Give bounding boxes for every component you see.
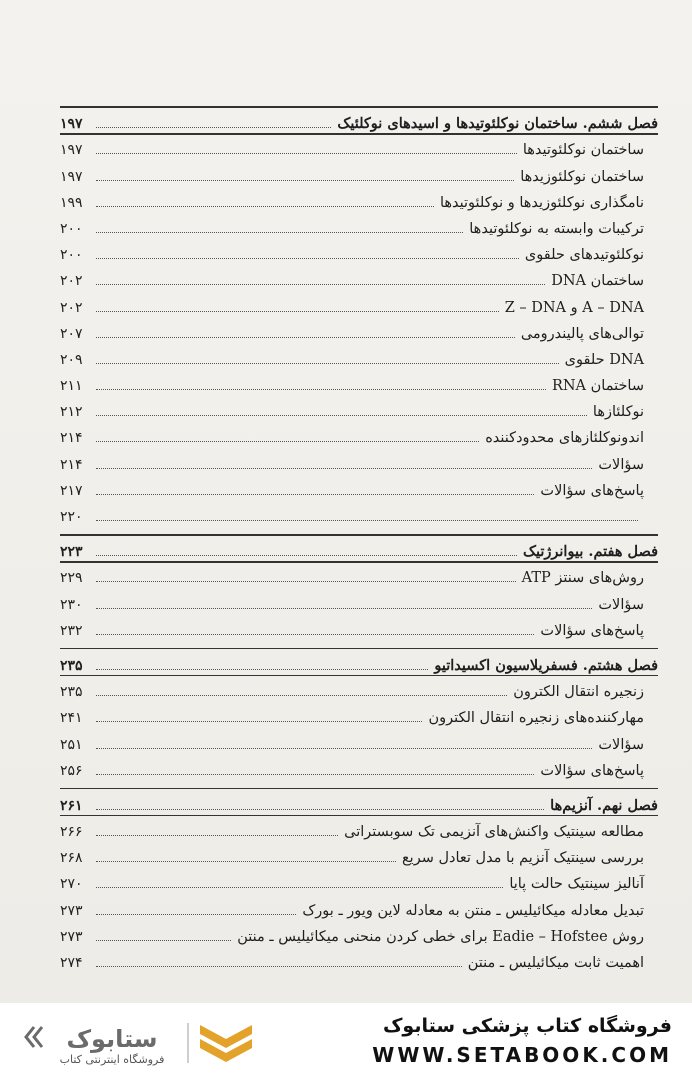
page-number: ۲۳۰ [60, 596, 83, 613]
logo-wordmark: ستابوک [66, 1025, 158, 1053]
toc-chapter [60, 108, 658, 527]
page-number: ۲۳۲ [60, 622, 83, 639]
entry-label: مطالعه سینتیک واکنش‌های آنزیمی تک سوبستراتی [344, 824, 644, 841]
page-number: ۲۲۳ [60, 544, 83, 561]
toc-entry[interactable] [60, 265, 658, 291]
toc-entry[interactable] [60, 842, 658, 868]
entry-label: روش‌های سنتز ATP [521, 570, 644, 587]
toc-entry[interactable] [60, 344, 658, 370]
double-chevron-icon [26, 1027, 42, 1047]
entry-label: آنالیز سینتیک حالت پایا [509, 876, 644, 893]
dot-leader [96, 634, 534, 635]
toc-entry[interactable] [60, 501, 658, 527]
chapter-heading[interactable] [60, 108, 658, 134]
toc-chapter [60, 650, 658, 781]
page-number: ۲۱۷ [60, 482, 83, 499]
entry-label: نامگذاری نوکلئوزیدها و نوکلئوتیدها [439, 194, 644, 211]
dot-leader [96, 127, 331, 128]
page-number: ۱۹۹ [60, 194, 83, 211]
dot-leader [96, 337, 515, 338]
entry-label: تبدیل معادله میکائیلیس ـ منتن به معادله لاین ویور ـ بورک [302, 902, 644, 919]
entry-label: ساختمان RNA [551, 378, 644, 395]
dot-leader [96, 415, 587, 416]
toc-entry[interactable] [60, 816, 658, 842]
entry-label: پاسخ‌های سؤالات [540, 482, 644, 499]
dot-leader [96, 748, 592, 749]
entry-label: بررسی سینتیک آنزیم با مدل تعادل سریع [401, 850, 644, 867]
chapter-heading[interactable] [60, 650, 658, 676]
toc-entry[interactable] [60, 475, 658, 501]
entry-label: پاسخ‌های سؤالات [540, 622, 644, 639]
entry-label: DNA حلقوی [564, 351, 644, 368]
dot-leader [96, 608, 592, 609]
toc-entry[interactable] [60, 370, 658, 396]
toc-entry[interactable] [60, 160, 658, 186]
toc-entry[interactable] [60, 448, 658, 474]
dot-leader [96, 774, 534, 775]
toc-entry[interactable] [60, 676, 658, 702]
entry-label: سؤالات [598, 736, 644, 753]
chapter-title-rule [60, 815, 658, 817]
dot-leader [96, 180, 514, 181]
toc-entry[interactable] [60, 213, 658, 239]
page-number: ۱۹۷ [60, 142, 83, 159]
chapter-heading[interactable] [60, 536, 658, 562]
entry-label: ساختمان DNA [551, 273, 644, 290]
page-number: ۲۱۱ [60, 378, 83, 395]
entry-label: A – DNA و Z – DNA [504, 299, 644, 316]
dot-leader [96, 835, 338, 836]
page-number: ۲۰۲ [60, 299, 83, 316]
website-link[interactable]: WWW.SETABOOK.COM [372, 1043, 672, 1067]
dot-leader [96, 809, 544, 810]
entry-label: روش Eadie – Hofstee برای خطی کردن منحنی میکائیلیس ـ منتن [237, 928, 644, 945]
entry-label: پاسخ‌های سؤالات [540, 762, 644, 779]
toc-entry[interactable] [60, 755, 658, 781]
entry-label: سؤالات [598, 596, 644, 613]
dot-leader [96, 669, 428, 670]
toc-entry[interactable] [60, 921, 658, 947]
page-number: ۲۱۴ [60, 456, 83, 473]
page-number: ۲۰۷ [60, 325, 83, 342]
chapter-title-rule [60, 675, 658, 677]
toc-entry[interactable] [60, 868, 658, 894]
store-info [372, 1015, 672, 1067]
page-number: ۲۷۳ [60, 928, 83, 945]
dot-leader [96, 258, 519, 259]
toc-chapter [60, 536, 658, 641]
dot-leader [96, 581, 516, 582]
toc-entry[interactable] [60, 396, 658, 422]
dot-leader [96, 520, 638, 521]
page-number: ۲۳۵ [60, 684, 83, 701]
entry-label: زنجیره انتقال الکترون [513, 684, 644, 701]
store-name: فروشگاه کتاب پزشکی ستابوک [382, 1015, 672, 1037]
toc-entry[interactable] [60, 588, 658, 614]
toc-entry[interactable] [60, 239, 658, 265]
entry-label: مهارکننده‌های زنجیره انتقال الکترون [428, 710, 644, 727]
toc-chapter [60, 790, 658, 973]
chapter-top-rule [60, 106, 658, 108]
toc-entry[interactable] [60, 187, 658, 213]
table-of-contents [60, 108, 658, 973]
chapter-top-rule [60, 648, 658, 650]
toc-entry[interactable] [60, 728, 658, 754]
entry-label: ترکیبات وابسته به نوکلئوتیدها [469, 220, 644, 237]
dot-leader [96, 468, 592, 469]
dot-leader [96, 232, 463, 233]
dot-leader [96, 914, 296, 915]
dot-leader [96, 494, 534, 495]
toc-entry[interactable] [60, 562, 658, 588]
page-number: ۱۹۷ [60, 168, 83, 185]
dot-leader [96, 389, 546, 390]
entry-label: ساختمان نوکلئوتیدها [522, 142, 644, 159]
dot-leader [96, 721, 422, 722]
page-number: ۲۷۴ [60, 955, 83, 971]
toc-entry[interactable] [60, 318, 658, 344]
chapter-title: فصل نهم. آنزیم‌ها [550, 796, 658, 814]
page-number: ۲۵۶ [60, 762, 83, 779]
toc-entry[interactable] [60, 894, 658, 920]
page-number: ۲۰۰ [60, 247, 83, 264]
dot-leader [96, 206, 434, 207]
dot-leader [96, 153, 517, 154]
entry-label: نوکلئوتیدهای حلقوی [524, 247, 644, 264]
chapter-title: فصل هشتم. فسفریلاسیون اکسیداتیو [434, 656, 658, 674]
entry-label: نوکلئازها [592, 404, 644, 421]
chapter-top-rule [60, 788, 658, 790]
page-number: ۲۰۰ [60, 220, 83, 237]
page-number: ۲۰۲ [60, 273, 83, 290]
page-number: ۱۹۷ [60, 116, 83, 133]
dot-leader [96, 940, 231, 941]
page-number: ۲۱۲ [60, 404, 83, 421]
toc-entry[interactable] [60, 291, 658, 317]
dot-leader [96, 363, 559, 364]
page-number: ۲۲۰ [60, 509, 83, 525]
chapter-title-rule [60, 133, 658, 135]
toc-entry[interactable] [60, 702, 658, 728]
chapter-title-rule [60, 561, 658, 563]
entry-label: سؤالات [598, 456, 644, 473]
entry-label: اهمیت ثابت میکائیلیس ـ منتن [467, 955, 644, 971]
setabook-logo[interactable] [22, 1017, 272, 1069]
entry-label: ساختمان نوکلئوزیدها [520, 168, 644, 185]
chapter-title: فصل هفتم. بیوانرژتیک [523, 543, 658, 561]
dot-leader [96, 284, 545, 285]
dot-leader [96, 695, 507, 696]
toc-entry[interactable] [60, 422, 658, 448]
dot-leader [96, 966, 462, 967]
page-number: ۲۰۹ [60, 351, 83, 368]
chapter-heading[interactable] [60, 790, 658, 816]
dot-leader [96, 555, 517, 556]
entry-label: اندونوکلئازهای محدودکننده [485, 430, 644, 447]
page-number: ۲۴۱ [60, 710, 83, 727]
chapter-title: فصل ششم. ساختمان نوکلئوتیدها و اسیدهای نوکلئیک [337, 115, 658, 133]
toc-entry[interactable] [60, 615, 658, 641]
dot-leader [96, 861, 396, 862]
dot-leader [96, 441, 479, 442]
page-number: ۲۳۵ [60, 657, 83, 674]
page-number: ۲۷۳ [60, 902, 83, 919]
chevron-logo-icon [200, 1025, 252, 1062]
toc-entry[interactable] [60, 947, 658, 973]
page-number: ۲۷۰ [60, 876, 83, 893]
page-number: ۲۶۱ [60, 797, 83, 814]
page-number: ۲۶۸ [60, 850, 83, 867]
chapter-top-rule [60, 534, 658, 536]
page-number: ۲۲۹ [60, 570, 83, 587]
footer-banner [0, 1003, 692, 1080]
dot-leader [96, 311, 499, 312]
entry-label: توالی‌های پالیندرومی [520, 325, 644, 342]
toc-entry[interactable] [60, 134, 658, 160]
logo-tagline: فروشگاه اینترنتی کتاب [59, 1053, 165, 1066]
page-number: ۲۶۶ [60, 824, 83, 841]
page-number: ۲۱۴ [60, 430, 83, 447]
dot-leader [96, 887, 503, 888]
page-number: ۲۵۱ [60, 736, 83, 753]
